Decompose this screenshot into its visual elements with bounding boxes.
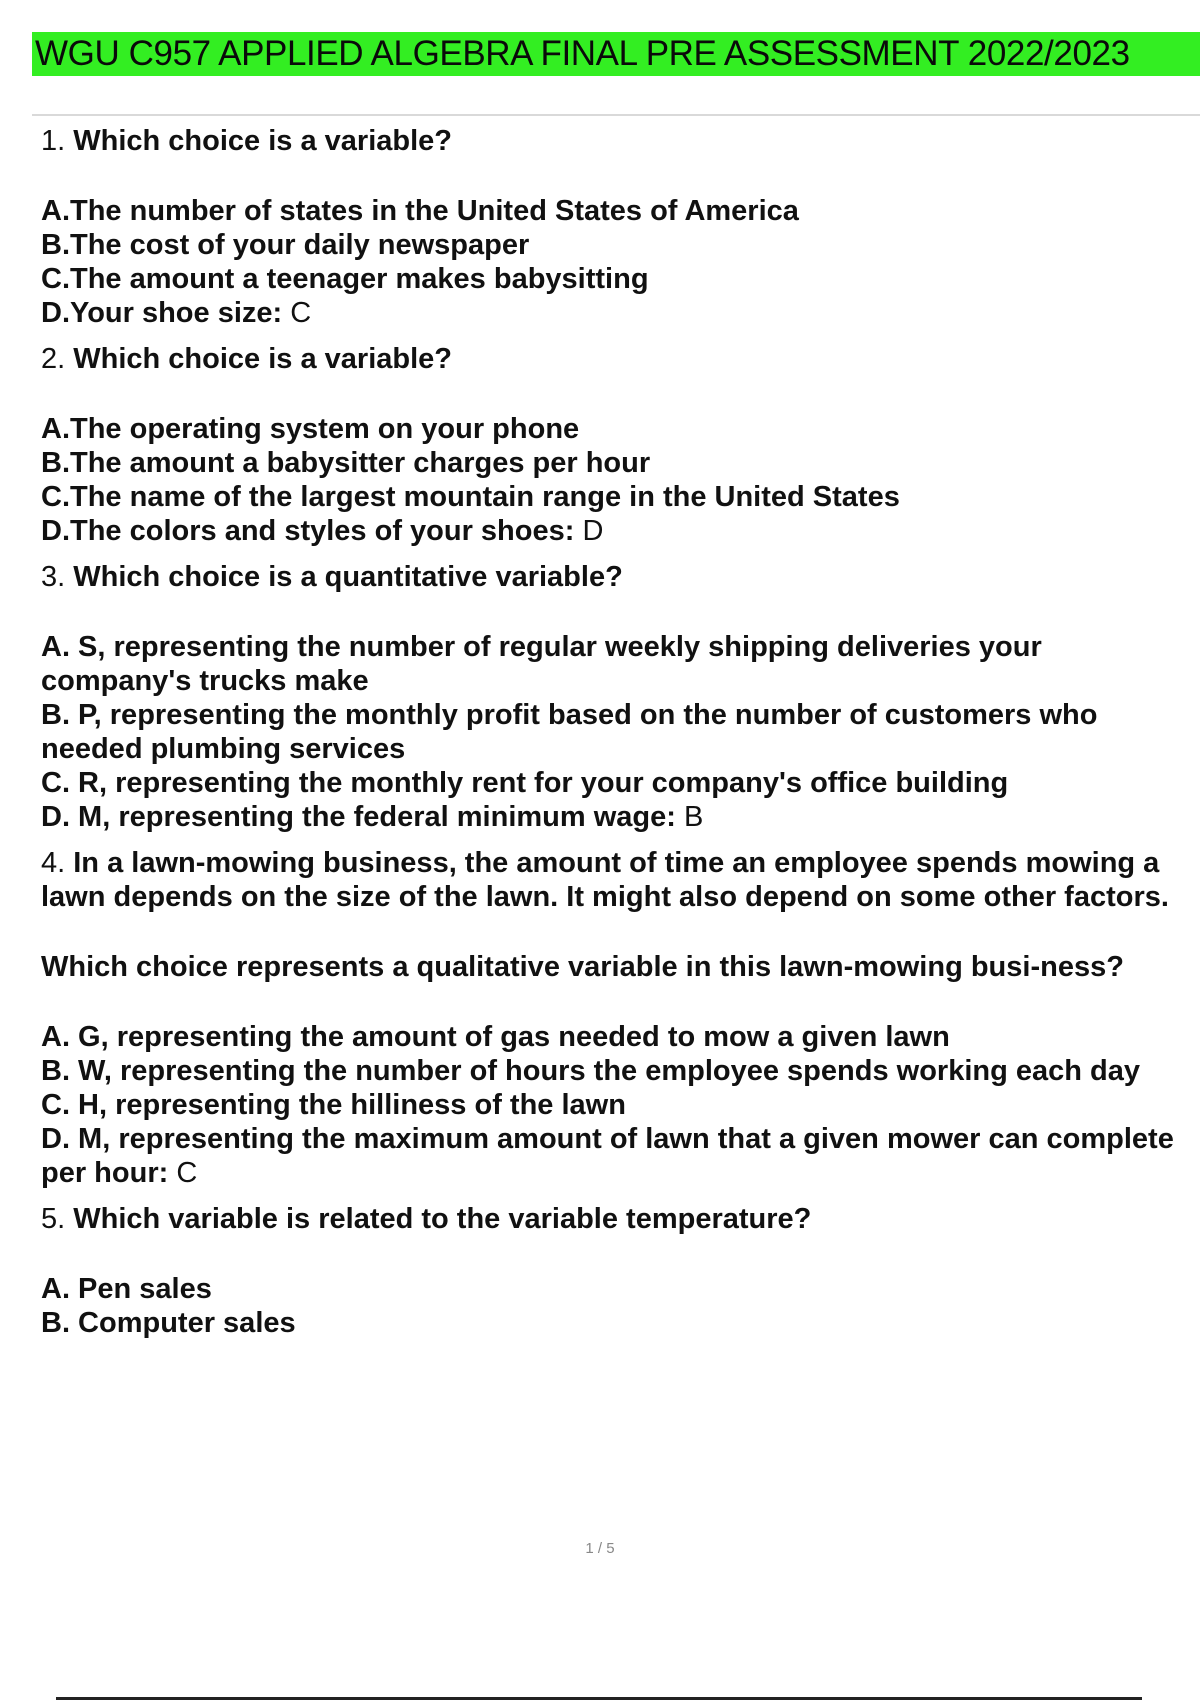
question-stem — [41, 1202, 1196, 1236]
option-list — [41, 412, 1196, 548]
answer-key: C — [176, 1157, 198, 1189]
option-b: B. P, representing the monthly profit based on the number of customers who needed plumbing services — [41, 699, 1098, 765]
question-number: 5. — [41, 1203, 66, 1235]
option-list — [41, 1272, 1196, 1340]
question-1 — [41, 124, 1196, 330]
option-text: D. M, representing the maximum amount of lawn that a given mower can complete per hour: — [41, 1123, 1174, 1189]
option-c: C.The name of the largest mountain range in the United States — [41, 481, 900, 513]
answer-key: C — [290, 297, 312, 329]
option-c: C. R, representing the monthly rent for your company's office building — [41, 767, 1009, 799]
document-title: WGU C957 APPLIED ALGEBRA FINAL PRE ASSESSMENT 2022/2023 — [35, 34, 1130, 73]
question-number: 1. — [41, 125, 66, 157]
question-number: 2. — [41, 343, 66, 375]
question-text: Which choice is a variable? — [73, 125, 452, 157]
page-indicator: 1 / 5 — [585, 1540, 615, 1557]
question-2 — [41, 342, 1196, 548]
option-list — [41, 194, 1196, 330]
option-b: B.The amount a babysitter charges per hour — [41, 447, 651, 479]
header-divider — [32, 114, 1200, 116]
question-number: 3. — [41, 561, 66, 593]
option-b: B. Computer sales — [41, 1307, 296, 1339]
question-stem — [41, 846, 1196, 914]
option-a: A. G, representing the amount of gas needed to mow a given lawn — [41, 1021, 950, 1053]
option-c: C.The amount a teenager makes babysitting — [41, 263, 649, 295]
option-list — [41, 1020, 1196, 1190]
option-text: D.The colors and styles of your shoes: — [41, 515, 575, 547]
answer-key: B — [683, 801, 704, 833]
question-text: Which choice is a variable? — [73, 343, 452, 375]
option-a: A.The number of states in the United States of America — [41, 195, 799, 227]
question-text: Which variable is related to the variable temperature? — [73, 1203, 812, 1235]
question-stem-continued: Which choice represents a qualitative variable in this lawn-mowing busi-ness? — [41, 951, 1124, 983]
option-d — [41, 296, 1196, 330]
option-c: C. H, representing the hilliness of the lawn — [41, 1089, 626, 1121]
question-list — [41, 124, 1196, 1340]
question-text: In a lawn-mowing business, the amount of time an employee spends mowing a lawn depends on the size of the lawn. It might also depend on some other factors. — [41, 847, 1169, 913]
question-stem — [41, 560, 1196, 594]
document-title-banner — [32, 32, 1200, 76]
option-b: B. W, representing the number of hours the employee spends working each day — [41, 1055, 1140, 1087]
answer-key: D — [582, 515, 604, 547]
option-text: D.Your shoe size: — [41, 297, 283, 329]
option-b: B.The cost of your daily newspaper — [41, 229, 530, 261]
option-a: A.The operating system on your phone — [41, 413, 580, 445]
option-text: D. M, representing the federal minimum wage: — [41, 801, 676, 833]
question-3 — [41, 560, 1196, 834]
option-d — [41, 1122, 1196, 1190]
option-d — [41, 800, 1196, 834]
option-a: A. S, representing the number of regular weekly shipping deliveries your company's trucks make — [41, 631, 1042, 697]
question-5 — [41, 1202, 1196, 1340]
option-a: A. Pen sales — [41, 1273, 212, 1305]
question-4 — [41, 846, 1196, 1190]
option-list — [41, 630, 1196, 834]
option-d — [41, 514, 1196, 548]
question-number: 4. — [41, 847, 66, 879]
question-text: Which choice is a quantitative variable? — [73, 561, 623, 593]
question-stem — [41, 342, 1196, 376]
question-stem — [41, 124, 1196, 158]
